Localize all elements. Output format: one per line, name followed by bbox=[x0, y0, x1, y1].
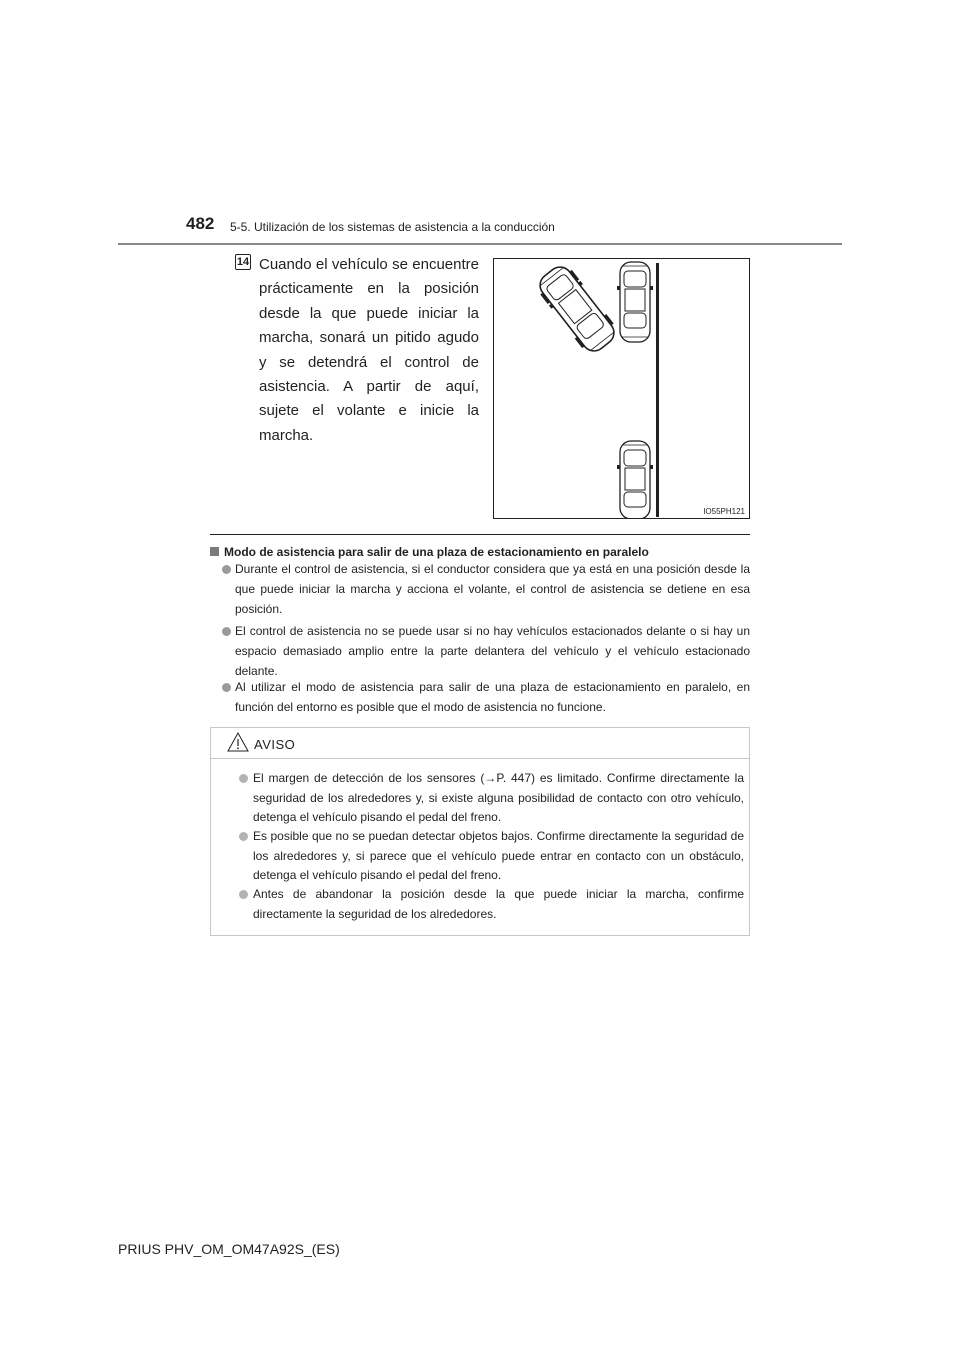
bullet-dot-icon bbox=[239, 890, 248, 899]
warning-bullet bbox=[239, 769, 744, 828]
step-badge: 14 bbox=[236, 256, 250, 268]
warning-bullet bbox=[239, 885, 744, 924]
bullet-dot-icon bbox=[239, 774, 248, 783]
info-bullet bbox=[222, 678, 750, 718]
warning-bullet bbox=[239, 827, 744, 886]
footer-doc-id: PRIUS PHV_OM_OM47A92S_(ES) bbox=[118, 1241, 340, 1257]
curb-line bbox=[656, 263, 659, 517]
warning-title: AVISO bbox=[254, 737, 296, 752]
step-text: Cuando el vehículo se encuentre prácticamente en la posición desde la que puede iniciar la marcha, sonará un pitido agudo y se detendrá el control de asistencia. A partir de aquí, sujete el volante e inicie la marcha. bbox=[259, 256, 479, 444]
section-heading-text: Modo de asistencia para salir de una plaza de estacionamiento en paralelo bbox=[224, 545, 649, 559]
bullet-dot-icon bbox=[222, 683, 231, 692]
warning-box bbox=[210, 727, 750, 936]
parked-car-rear bbox=[617, 441, 653, 518]
info-bullet-text: Durante el control de asistencia, si el conductor considera que ya está en una posición desde la que puede iniciar la marcha y acciona el volante, el control de asistencia se detiene en esa posición. bbox=[235, 562, 750, 616]
warning-triangle-icon bbox=[227, 731, 249, 753]
parking-illustration bbox=[493, 258, 750, 519]
warning-header bbox=[211, 728, 749, 759]
warning-bullet-text: Es posible que no se puedan detectar objetos bajos. Confirme directamente la seguridad de los alrededores y, si parece que el vehículo puede entrar en contacto con un obstáculo, detenga el vehículo pisando el pedal del freno. bbox=[253, 829, 744, 883]
square-bullet-icon bbox=[210, 547, 219, 556]
info-bullet-text: El control de asistencia no se puede usar si no hay vehículos estacionados delante o si hay un espacio demasiado amplio entre la parte delantera del vehículo y el vehículo estacionado delante. bbox=[235, 624, 750, 678]
section-heading bbox=[210, 545, 649, 559]
info-bullet bbox=[222, 622, 750, 681]
header-rule bbox=[118, 243, 842, 245]
bullet-dot-icon bbox=[222, 627, 231, 636]
page-number: 482 bbox=[186, 214, 215, 233]
parked-car-front bbox=[617, 262, 653, 342]
section-title: 5-5. Utilización de los sistemas de asistencia a la conducción bbox=[230, 220, 555, 234]
bullet-dot-icon bbox=[222, 565, 231, 574]
warning-bullet-text: Antes de abandonar la posición desde la que puede iniciar la marcha, confirme directamente la seguridad de los alrededores. bbox=[253, 887, 744, 921]
illustration-code: IO55PH121 bbox=[703, 507, 745, 516]
warning-bullet-text: El margen de detección de los sensores (→P. 447) es limitado. Confirme directamente la seguridad de los alrededores y, si existe alguna posibilidad de contacto con otro vehículo, detenga el vehículo pisando el pedal del freno. bbox=[253, 771, 744, 825]
own-vehicle bbox=[533, 260, 621, 357]
section-divider bbox=[210, 534, 750, 535]
bullet-dot-icon bbox=[239, 832, 248, 841]
info-bullet bbox=[222, 560, 750, 619]
info-bullet-text: Al utilizar el modo de asistencia para salir de una plaza de estacionamiento en paralelo, en función del entorno es posible que el modo de asistencia no funcione. bbox=[235, 680, 750, 714]
parking-diagram bbox=[494, 259, 749, 518]
